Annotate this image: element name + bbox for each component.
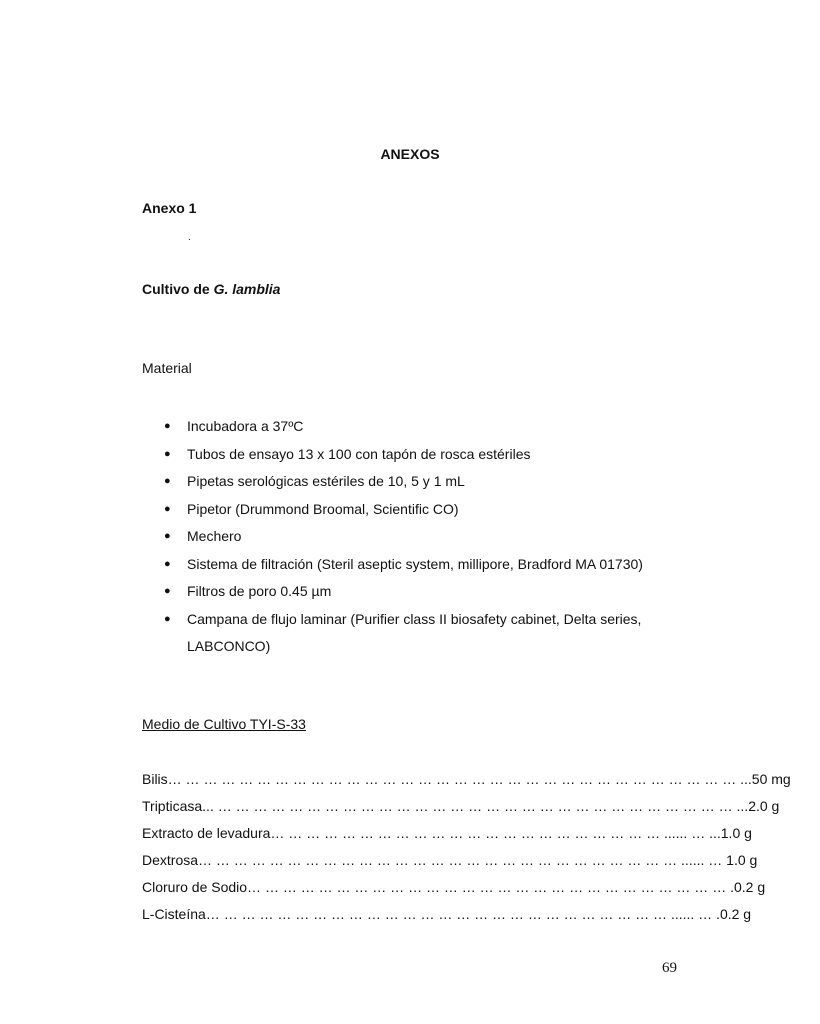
material-item — [142, 468, 702, 496]
recipe-row: Bilis… … … … … … … … … … … … … … … … … … … … … … … … … … … … … … … … ...50 mg — [142, 771, 791, 787]
culture-title-species: G. lamblia — [213, 281, 281, 297]
stray-mark: . — [188, 232, 191, 243]
material-item-text: Mechero — [187, 528, 242, 544]
material-item — [142, 523, 702, 551]
bullet-icon: ● — [164, 475, 171, 487]
recipe-row: Dextrosa… … … … … … … … … … … … … … … … … … … … … … … … … … … ...... … 1.0 g — [142, 852, 758, 868]
culture-title-prefix: Cultivo de — [142, 281, 214, 297]
material-item — [142, 551, 702, 579]
medium-heading: Medio de Cultivo TYI-S-33 — [142, 716, 306, 732]
bullet-icon: ● — [164, 557, 171, 570]
bullet-icon: ● — [164, 502, 171, 515]
material-item-text: Incubadora a 37ºC — [187, 418, 304, 434]
annex-label: Anexo 1 — [142, 200, 197, 216]
recipe-list — [142, 768, 791, 930]
material-item — [142, 578, 702, 606]
culture-title — [142, 281, 280, 297]
material-item-text: Pipetor (Drummond Broomal, Scientific CO) — [187, 500, 459, 517]
materials-list — [142, 413, 702, 661]
bullet-icon: ● — [164, 447, 171, 460]
material-item — [142, 441, 702, 469]
page-number: 69 — [662, 960, 677, 976]
material-item-text: Tubos de ensayo 13 x 100 con tapón de rosca estériles — [187, 445, 531, 462]
recipe-row: Cloruro de Sodio… … … … … … … … … … … … … … … … … … … … … … … … … … … .0.2 g — [142, 879, 766, 895]
material-item-text: Campana de flujo laminar (Purifier class II biosafety cabinet, Delta series, LABCONCO) — [187, 610, 642, 654]
material-item-text: Pipetas serológicas estériles de 10, 5 y 1 mL — [187, 473, 465, 489]
recipe-row: L-Cisteína… … … … … … … … … … … … … … … … … … … … … … … … … … ...... … .0.2 g — [142, 906, 752, 922]
material-item — [142, 496, 702, 524]
material-item — [142, 606, 702, 661]
page-title: ANEXOS — [380, 146, 440, 162]
recipe-row: Tripticasa... … … … … … … … … … … … … … … … … … … … … … … … … … … … … … ...2.0 g — [142, 798, 780, 814]
bullet-icon: ● — [164, 420, 171, 432]
material-item — [142, 413, 702, 441]
bullet-icon: ● — [164, 612, 171, 625]
material-item-text: Filtros de poro 0.45 µm — [187, 583, 332, 599]
recipe-row: Extracto de levadura… … … … … … … … … … … … … … … … … … … … … … ...... … ...1.0 g — [142, 825, 752, 841]
bullet-icon: ● — [164, 530, 171, 542]
material-item-text: Sistema de filtración (Steril aseptic system, millipore, Bradford MA 01730) — [187, 555, 643, 572]
material-heading: Material — [142, 360, 192, 376]
bullet-icon: ● — [164, 585, 171, 597]
